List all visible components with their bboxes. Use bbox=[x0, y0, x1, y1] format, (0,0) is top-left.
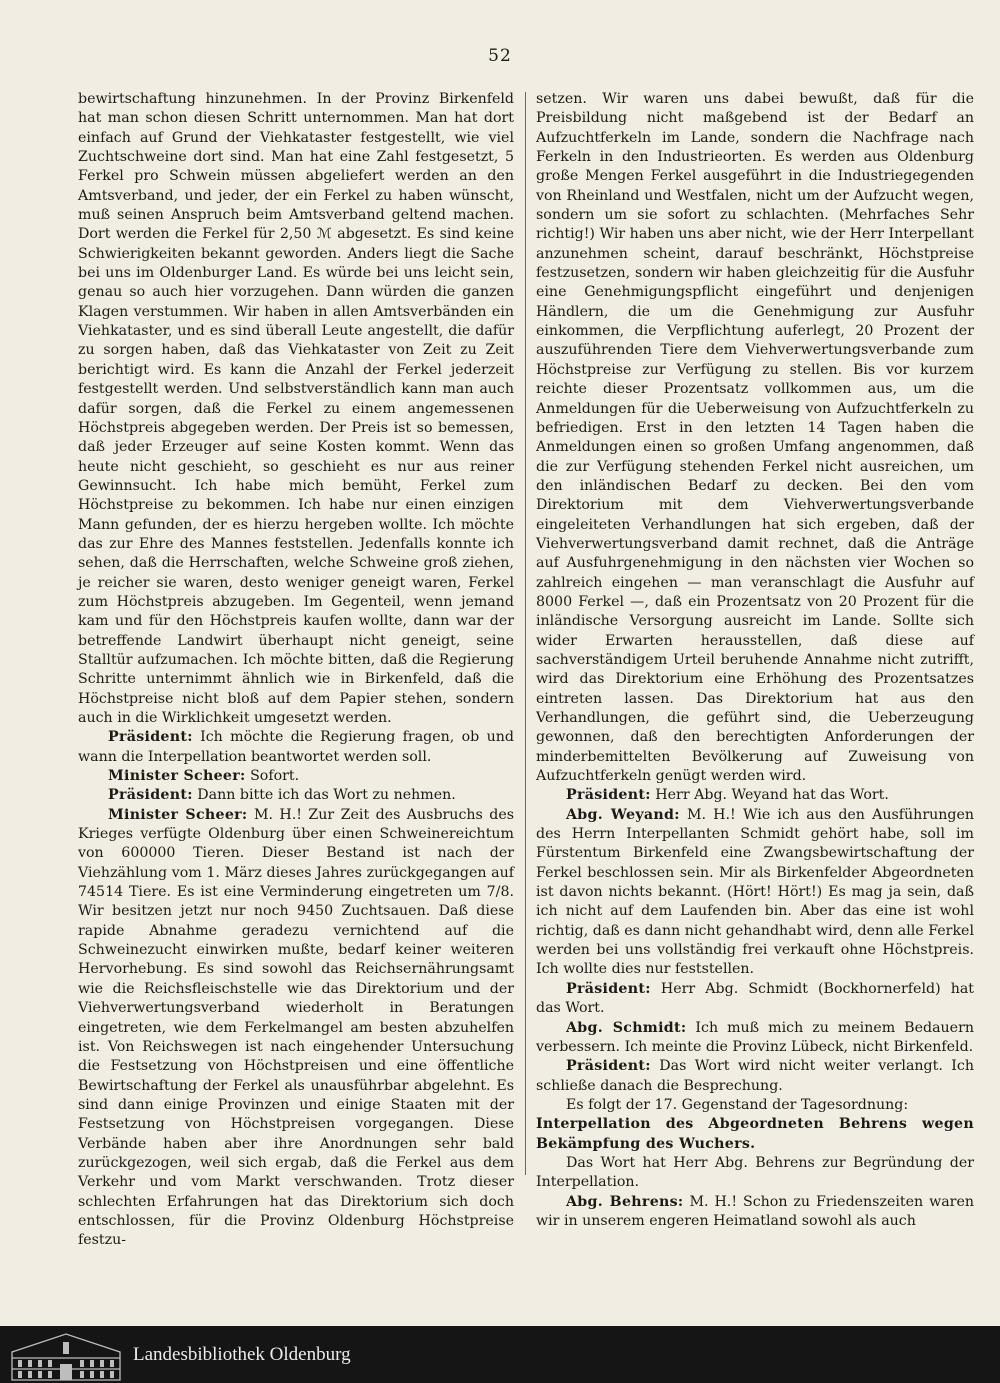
paragraph: Präsident: Herr Abg. Weyand hat das Wort. bbox=[566, 787, 889, 804]
speaker-label: Präsident: bbox=[566, 980, 651, 997]
speaker-label: Abg. Behrens: bbox=[566, 1193, 684, 1210]
paragraph: Präsident: Ich möchte die Regierung fragen, ob und wann die Interpellation beantwortet werden soll. bbox=[78, 729, 514, 765]
paragraph: Präsident: Dann bitte ich das Wort zu nehmen. bbox=[108, 787, 456, 804]
agenda-item-heading: Interpellation des Abgeordneten Behrens wegen Bekämpfung des Wuchers. bbox=[536, 1116, 974, 1152]
speaker-label: Abg. Schmidt: bbox=[566, 1019, 687, 1036]
page-number: 52 bbox=[488, 46, 512, 66]
library-building-icon bbox=[8, 1328, 124, 1382]
paragraph: setzen. Wir waren uns dabei bewußt, daß für die Preisbildung nicht maßgebend ist der Bedarf an Aufzuchtferkeln im Lande, sondern die Nachfrage nach Ferkeln in den Industrieorten. Es werden aus Oldenburg große Mengen Ferkel ausgeführt in die Industriegegenden von Rheinland und Westfalen, nicht um der Aufzucht wegen, sondern um sie sofort zu schlachten. (Mehrfaches Sehr richtig!) Wir haben uns aber nicht, wie der Herr Interpellant anzunehmen scheint, darauf beschränkt, Höchstpreise festzusetzen, sondern wir haben gleichzeitig für die Ausfuhr eine Genehmigungspflicht eingeführt und denjenigen Händlern, die um die Genehmigung zur Ausfuhr einkommen, die Verpflichtung auferlegt, 20 Prozent der auszuführenden Tiere dem Viehverwertungsverbande zum Höchstpreise zur Verfügung zu stellen. Bis vor kurzem reichte dieser Prozentsatz vollkommen aus, um die Anmeldungen für die Ueberweisung von Aufzuchtferkeln zu befriedigen. Erst in den letzten 14 Tagen haben die Anmeldungen einen so großen Umfang angenommen, daß die zur Verfügung stehenden Ferkel nicht ausreichen, um den inländischen Bedarf zu decken. Bei den vom Direktorium mit dem Viehverwertungsverbande eingeleiteten Verhandlungen hat sich ergeben, daß der Viehverwertungsverband damit rechnet, daß die Anträge auf Ausfuhrgenehmigung in den nächsten vier Wochen so zahlreich eingehen — man veranschlagt die Ausfuhr auf 8000 Ferkel —, daß ein Prozentsatz von 20 Prozent für die inländische Versorgung ausreicht im Lande. Sollte sich wider Erwarten herausstellen, daß diese auf sachverständigem Urteil beruhende Annahme nicht zutrifft, wird das Direktorium eine Erhöhung des Prozentsatzes eintreten lassen. Das Direktorium hat aus den Verhandlungen, die geführt sind, die Ueberzeugung gewonnen, daß den berechtigten Anforderungen der minderbemittelten Bevölkerung auf Zuweisung von Aufzuchtferkeln genügt werden wird. bbox=[536, 91, 974, 785]
paragraph: Es folgt der 17. Gegenstand der Tagesordnung: bbox=[566, 1096, 909, 1113]
speaker-label: Minister Scheer: bbox=[108, 768, 246, 785]
speaker-label: Präsident: bbox=[108, 729, 193, 746]
paragraph: Minister Scheer: Sofort. bbox=[108, 768, 300, 785]
library-footer-bar bbox=[0, 1326, 1000, 1383]
speaker-label: Präsident: bbox=[566, 1058, 651, 1075]
speaker-label: Abg. Weyand: bbox=[566, 806, 680, 823]
library-name: Landesbibliothek Oldenburg bbox=[133, 1344, 351, 1365]
speaker-label: Präsident: bbox=[108, 787, 193, 804]
paragraph: Das Wort hat Herr Abg. Behrens zur Begründung der Interpellation. bbox=[536, 1154, 974, 1191]
paragraph: bewirtschaftung hinzunehmen. In der Provinz Birkenfeld hat man schon diesen Schritt unternommen. Man hat dort einfach auf Grund der Viehkataster festgestellt, wie viel Zuchtschweine dort sind. Man hat eine Zahl festgesetzt, 5 Ferkel pro Schwein müssen abgeliefert werden an den Amtsverband, und jeder, der ein Ferkel zu haben wünscht, muß seinen Anspruch beim Amtsverband geltend machen. Dort werden die Ferkel für 2,50 ℳ abgesetzt. Es sind keine Schwierigkeiten bekannt geworden. Anders liegt die Sache bei uns im Oldenburger Land. Es würde bei uns leicht sein, genau so auch hier vorzugehen. Dann würden die ganzen Klagen verstummen. Wir haben in allen Amtsverbänden ein Viehkataster, und es sind überall Leute angestellt, die dafür zu sorgen haben, daß das Viehkataster von Zeit zu Zeit berichtigt wird. Es kann die Anzahl der Ferkel jederzeit festgestellt werden. Und selbstverständlich kann man auch dafür sorgen, daß die Ferkel zu einem angemessenen Höchstpreis abgegeben werden. Der Preis ist so bemessen, daß jeder Erzeuger auf seine Kosten kommt. Wenn das heute nicht geschieht, so geschieht es nur aus reiner Gewinnsucht. Ich habe mich bemüht, Ferkel zum Höchstpreise zu bekommen. Ich habe nur einen einzigen Mann gefunden, der es hierzu hergeben wollte. Ich möchte das zur Ehre des Mannes feststellen. Jedenfalls konnte ich sehen, daß die Herrschaften, welche Schweine groß ziehen, je reicher sie waren, desto weniger geneigt waren, Ferkel zum Höchstpreis abzugeben. Im Gegenteil, wenn jemand kam und für den Höchstpreis kaufen wollte, dann war der betreffende Landwirt überhaupt nicht geneigt, seine Stalltür aufzumachen. Ich möchte bitten, daß die Regierung Schritte unternimmt ähnlich wie in Birkenfeld, daß die Höchstpreise nicht bloß auf dem Papier stehen, sondern auch in die Wirklichkeit umgesetzt werden. bbox=[78, 91, 514, 726]
paragraph: Abg. Behrens: M. H.! Schon zu Friedenszeiten waren wir in unserem engeren Heimatland sowohl als auch bbox=[536, 1193, 974, 1229]
text-column-left bbox=[78, 90, 514, 1251]
speaker-label: Minister Scheer: bbox=[108, 806, 248, 823]
paragraph: Präsident: Herr Abg. Schmidt (Bockhornerfeld) hat das Wort. bbox=[536, 980, 975, 1017]
speaker-label: Präsident: bbox=[566, 787, 651, 804]
column-divider bbox=[525, 92, 526, 1175]
text-column-right bbox=[536, 90, 974, 1231]
paragraph: Abg. Schmidt: Ich muß mich zu meinem Bedauern verbessern. Ich meinte die Provinz Lübeck, nicht Birkenfeld. bbox=[536, 1019, 974, 1055]
paragraph: Abg. Weyand: M. H.! Wie ich aus den Ausführungen des Herrn Interpellanten Schmidt gehört habe, soll im Fürstentum Birkenfeld eine Zwangsbewirtschaftung der Ferkel beschlossen sein. Mir als Birkenfelder Abgeordneten ist davon nichts bekannt. (Hört! Hört!) Es mag ja sein, daß ich nicht auf dem Laufenden bin. Aber das eine ist wohl richtig, daß es dann nicht gehandhabt wird, denn alle Ferkel werden bei uns vollständig frei verkauft ohne Höchstpreis. Ich wollte dies nur feststellen. bbox=[536, 806, 974, 978]
paragraph: Minister Scheer: M. H.! Zur Zeit des Ausbruchs des Krieges verfügte Oldenburg über einen Schweinereichtum von 600000 Tieren. Dieser Bestand ist nach der Viehzählung vom 1. März dieses Jahres zurückgegangen auf 74514 Tiere. Es ist eine Verminderung eingetreten um 7/8. Wir besitzen jetzt nur noch 9450 Zuchtsauen. Daß diese rapide Abnahme geradezu vernichtend auf die Schweinezucht einwirken mußte, bedarf keiner weiteren Hervorhebung. Es sind sowohl das Reichsernährungsamt wie die Reichsfleischstelle wie das Direktorium und der Viehverwertungsverband wiederholt in Beratungen eingetreten, wie dem Ferkelmangel am besten abzuhelfen ist. Von Reichswegen ist nach eingehender Untersuchung die Festsetzung von Höchstpreisen und eine öffentliche Bewirtschaftung der Ferkel als unausführbar abgelehnt. Es sind dann einige Provinzen und einige Staaten mit der Festsetzung von Höchstpreisen vorgegangen. Diese Verbände haben aber ihre Anordnungen sehr bald zurückgezogen, weil sich ergab, daß die Ferkel aus dem Verkehr und vom Markt verschwanden. Trotz dieser schlechten Erfahrungen hat das Direktorium sich doch entschlossen, für die Provinz Oldenburg Höchstpreise festzu- bbox=[78, 806, 515, 1249]
paragraph: Präsident: Das Wort wird nicht weiter verlangt. Ich schließe danach die Besprechung. bbox=[536, 1058, 974, 1094]
